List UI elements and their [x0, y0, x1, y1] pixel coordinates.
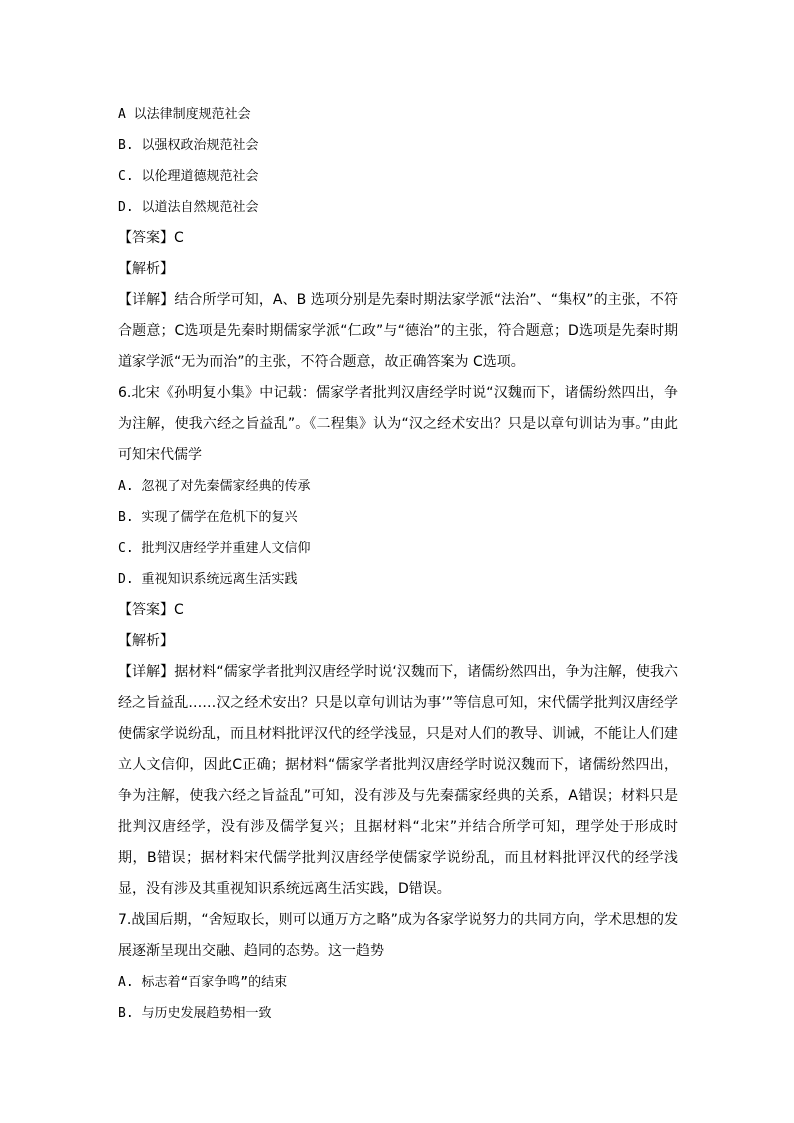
q5-answer: 【答案】C: [118, 230, 184, 246]
q5-option-c: C. 以伦理道德规范社会: [118, 169, 259, 184]
q6-option-d: D. 重视知识系统远离生活实践: [118, 572, 298, 587]
document-page: [118, 99, 678, 1029]
q6-detail-text: 据材料“儒家学者批判汉唐经学时说‘汉魏而下，诸儒纷然四出，争为注解，使我六经之旨益乱……汉之经术安出？只是以章句训诂为事’”等信息可知，宋代儒学批判汉唐经学使儒家学说纷乱，而且材料批评汉代的经学浅显，只是对人们的教导、训诫，不能让人们建立人文信仰，因此C正确；据材料“儒家学者批判汉唐经学时说汉魏而下，诸儒纷然四出，争为注解，使我六经之旨益乱”可知，没有涉及与先秦孺家经典的关系，A错误；材料只是批判汉唐经学，没有涉及儒学复兴；且据材料“北宋”并结合所学可知，理学处于形成时期，B错误；据材料宋代儒学批判汉唐经学使儒家学说纷乱，而且材料批评汉代的经学浅显，没有涉及其重视知识系统远离生活实践，D错误。: [118, 664, 679, 897]
q5-detail-label: 【详解】: [118, 292, 175, 308]
q6-analysis-heading: 【解析】: [118, 633, 174, 649]
q6-detail: [118, 657, 678, 905]
q6-option-a: A. 忽视了对先秦儒家经典的传承: [118, 479, 311, 494]
q7-stem: 7.战国后期，“舍短取长，则可以通万方之略”成为各家学说努力的共同方向，学术思想的发展逐渐呈现出交融、趋同的态势。这一趋势: [118, 912, 678, 959]
q5-analysis-heading: 【解析】: [118, 261, 174, 277]
q6-stem: 6.北宋《孙明复小集》中记载：儒家学者批判汉唐经学时说“汉魏而下，诸儒纷然四出，争为注解，使我六经之旨益乱”。《二程集》认为“汉之经术安出？只是以章句训诂为事。”由此可知宋代儒学: [118, 385, 678, 463]
q7-option-b: B. 与历史发展趋势相一致: [118, 1006, 272, 1021]
q6-answer: 【答案】C: [118, 602, 184, 618]
q5-option-d: D. 以道法自然规范社会: [118, 200, 259, 215]
q6-detail-label: 【详解】: [118, 664, 175, 680]
q5-detail: [118, 285, 678, 378]
q6-option-b: B. 实现了儒学在危机下的复兴: [118, 510, 298, 525]
q7-option-a: A. 标志着“百家争鸣”的结束: [118, 975, 288, 990]
q5-option-a: A 以法律制度规范社会: [118, 107, 251, 122]
q5-option-b: B. 以强权政治规范社会: [118, 138, 259, 153]
q6-option-c: C. 批判汉唐经学并重建人文信仰: [118, 541, 311, 556]
q5-detail-text: 结合所学可知，A、B 选项分别是先秦时期法家学派“法治”、“集权”的主张，不符合题意；C选项是先秦时期儒家学派“仁政”与“德治”的主张，符合题意；D选项是先秦时期道家学派“无为而治”的主张，不符合题意，故正确答案为 C选项。: [118, 292, 678, 370]
